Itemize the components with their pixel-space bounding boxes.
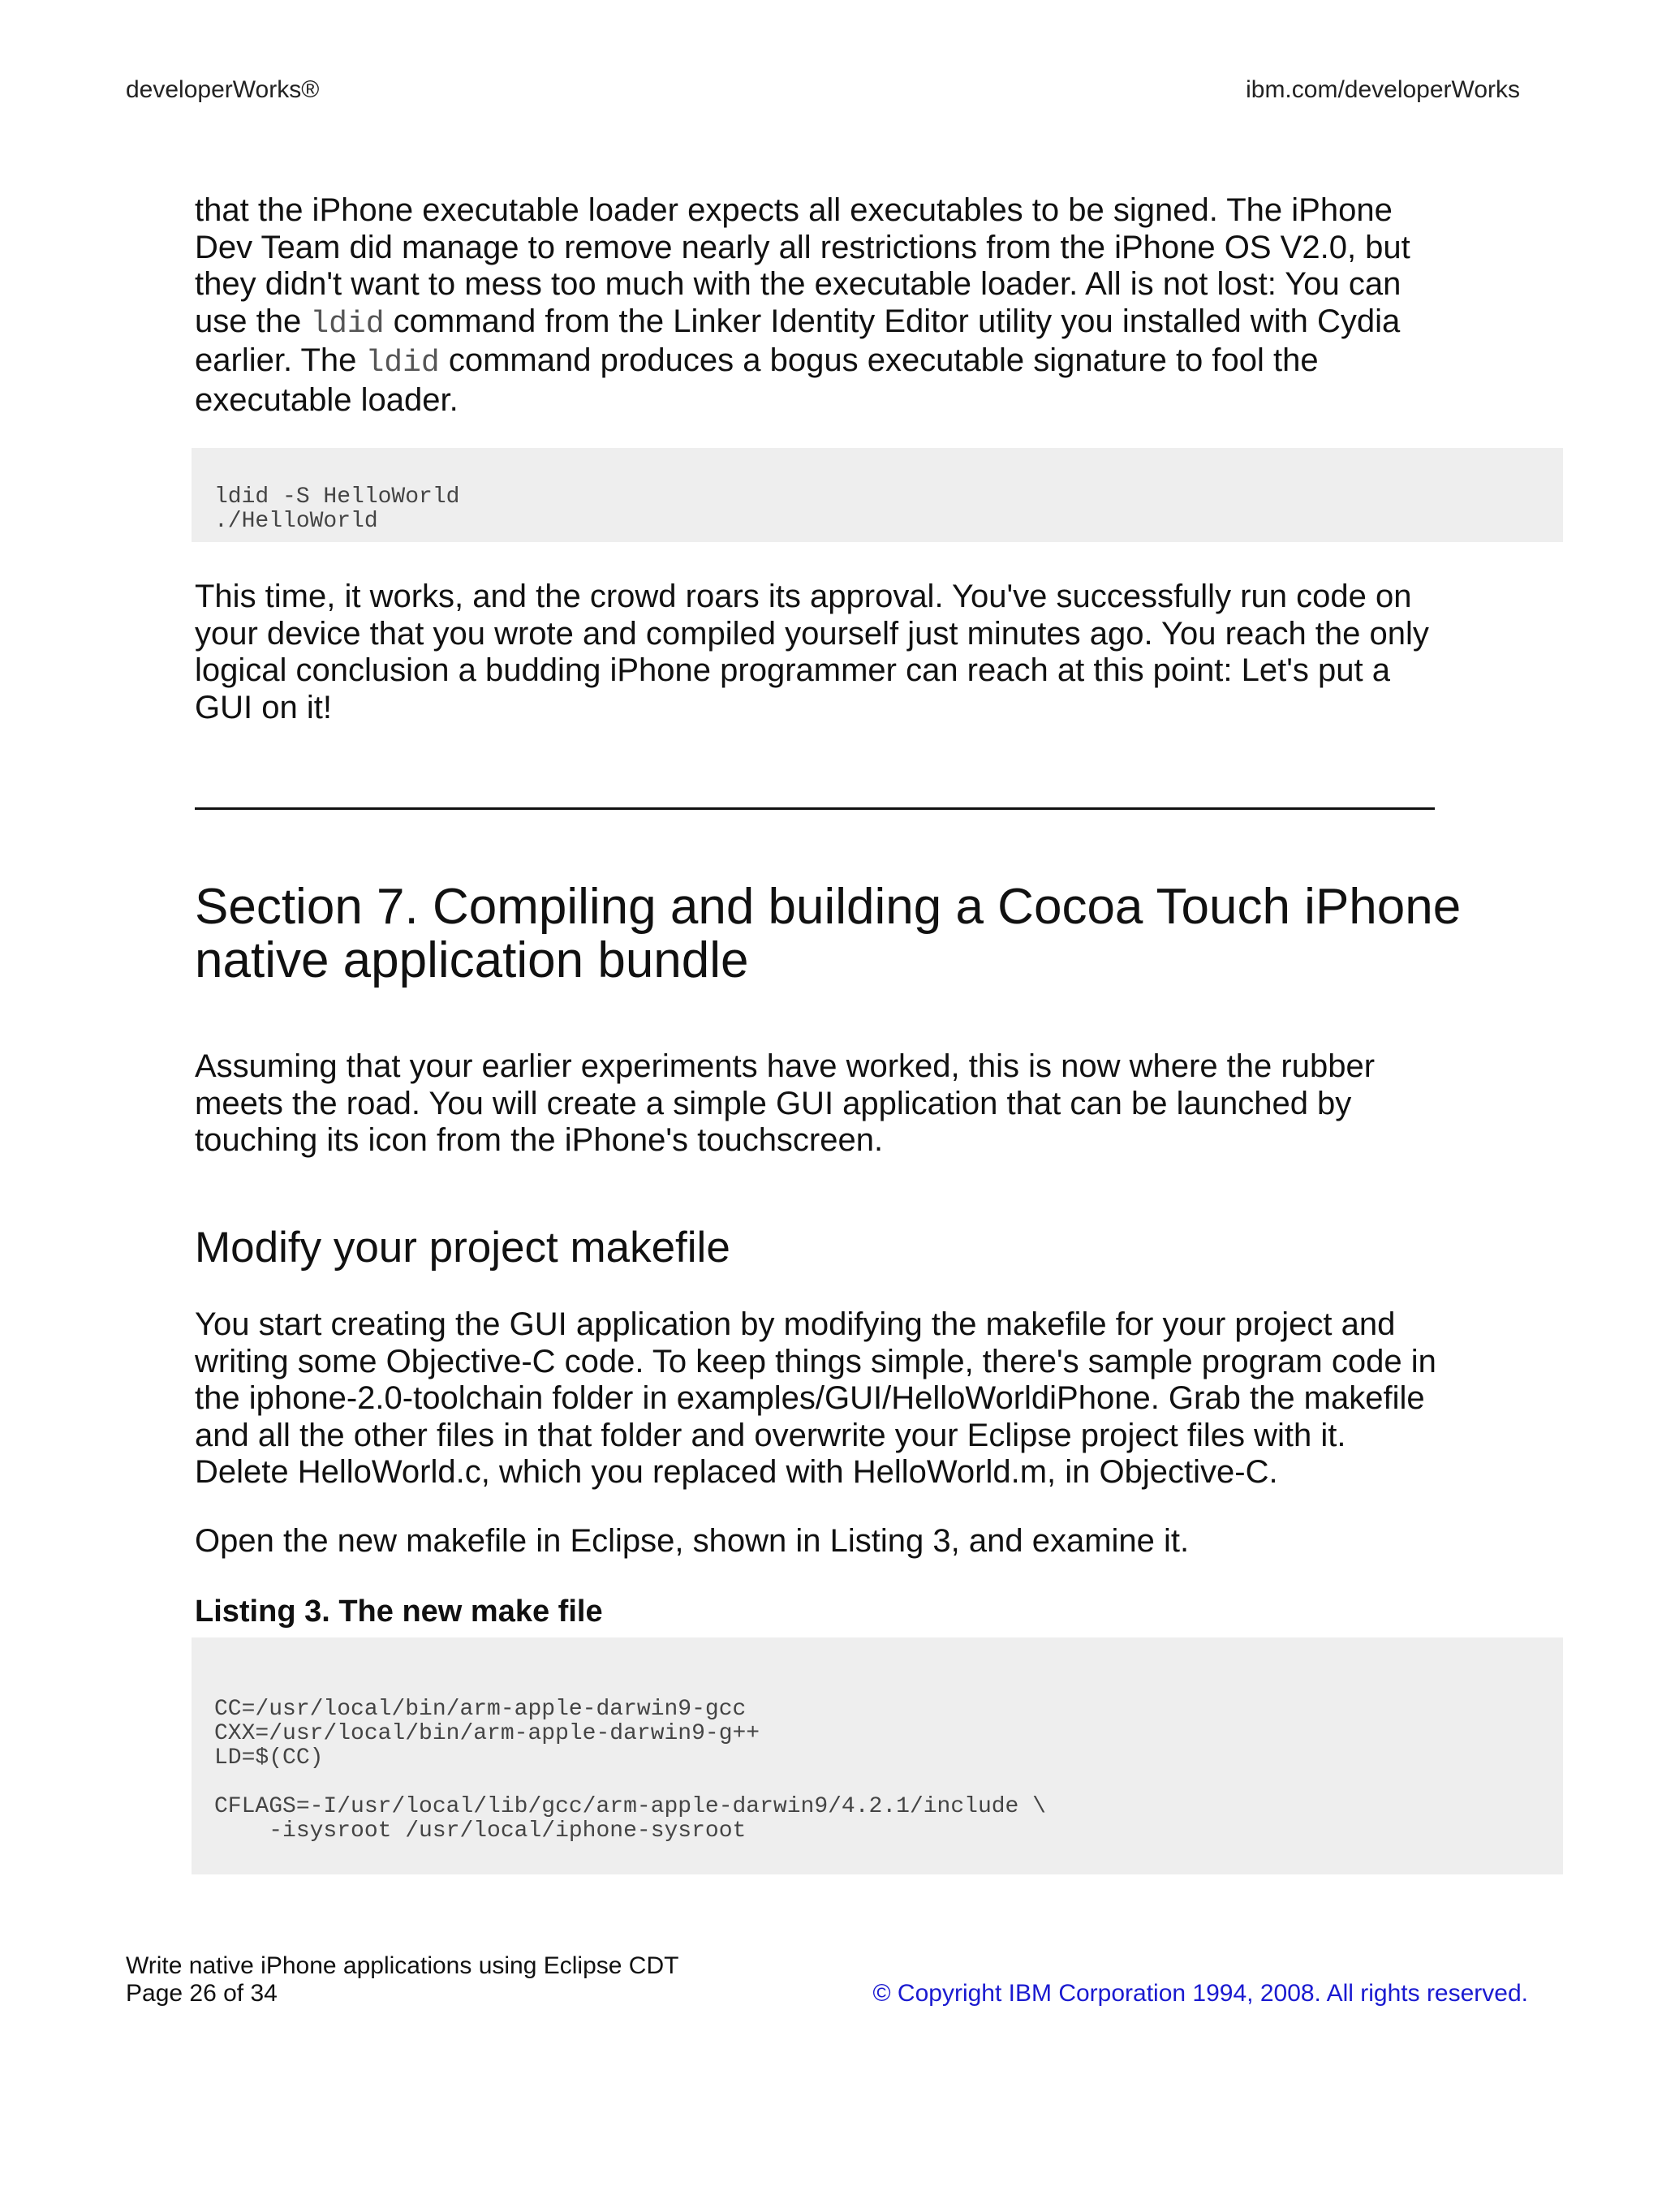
subsection-paragraph-1 <box>195 1306 1445 1491</box>
intro-paragraph <box>195 192 1428 419</box>
header-site-link[interactable]: ibm.com/developerWorks <box>1246 76 1520 103</box>
section-intro <box>195 1048 1436 1160</box>
section-divider <box>195 807 1435 810</box>
intro-text <box>195 192 1428 419</box>
section-intro-text: Assuming that your earlier experiments have worked, this is now where the rubber meets the road. You will create a simple GUI application that can be launched by touching its icon from the iPhone's touchscreen. <box>195 1048 1376 1158</box>
result-text: This time, it works, and the crowd roars its approval. You've successfully run code on your device that you wrote and compiled yourself just minutes ago. You reach the only logical conclusion a budding iPhone programmer can reach at this point: Let's put a GUI on it! <box>195 579 1429 725</box>
inline-code-ldid-2: ldid <box>365 346 440 381</box>
subsection-title: Modify your project makefile <box>195 1224 730 1272</box>
code-line: CXX=/usr/local/bin/arm-apple-darwin9-g++ <box>214 1721 760 1746</box>
code-line <box>214 1771 1563 1795</box>
header-brand: developerWorks® <box>126 76 320 103</box>
intro-text-part3: command produces a bogus executable signature to fool the executable loader. <box>195 342 1319 418</box>
inline-code-ldid: ldid <box>310 306 385 342</box>
section-title: Section 7. Compiling and building a Cocoa Touch iPhone native application bundle <box>195 879 1462 988</box>
code-line: CC=/usr/local/bin/arm-apple-darwin9-gcc <box>214 1697 747 1722</box>
listing-caption: Listing 3. The new make file <box>195 1594 603 1629</box>
code-line: -isysroot /usr/local/iphone-sysroot <box>214 1818 747 1844</box>
footer-doc-title: Write native iPhone applications using Eclipse CDT <box>126 1952 679 1979</box>
code-block-makefile <box>192 1637 1563 1874</box>
intro-text-part2: command from the Linker Identity Editor utility you installed with Cydia earlier. The <box>195 303 1401 378</box>
code-block-ldid <box>192 448 1563 542</box>
subsection-text-2: Open the new makefile in Eclipse, shown in Listing 3, and examine it. <box>195 1523 1190 1559</box>
subsection-paragraph-2 <box>195 1523 1445 1560</box>
footer-doc-info <box>126 1952 678 2008</box>
footer-page-number: Page 26 of 34 <box>126 1980 278 2007</box>
intro-text-part1: that the iPhone executable loader expects all executables to be signed. The iPhone Dev Team did manage to remove nearly all restrictions from the iPhone OS V2.0, but they didn't want to mess too much with the executable loader. All is not lost: You can use the <box>195 192 1410 339</box>
code-line: LD=$(CC) <box>214 1745 324 1771</box>
code-line: ldid -S HelloWorld <box>214 484 460 510</box>
code-line: CFLAGS=-I/usr/local/lib/gcc/arm-apple-darwin9/4.2.1/include \ <box>214 1794 1046 1819</box>
subsection-text-1: You start creating the GUI application by modifying the makefile for your project and writing some Objective-C code. To keep things simple, there's sample program code in the iphone-2.0-toolchain folder in examples/GUI/HelloWorldiPhone. Grab the makefile and all the other files in that folder and overwrite your Eclipse project files with it. Delete HelloWorld.c, which you replaced with HelloWorld.m, in Objective-C. <box>195 1306 1436 1490</box>
result-paragraph <box>195 579 1436 726</box>
footer-copyright-link[interactable]: © Copyright IBM Corporation 1994, 2008. All rights reserved. <box>872 1980 1528 2007</box>
code-line: ./HelloWorld <box>214 509 378 534</box>
